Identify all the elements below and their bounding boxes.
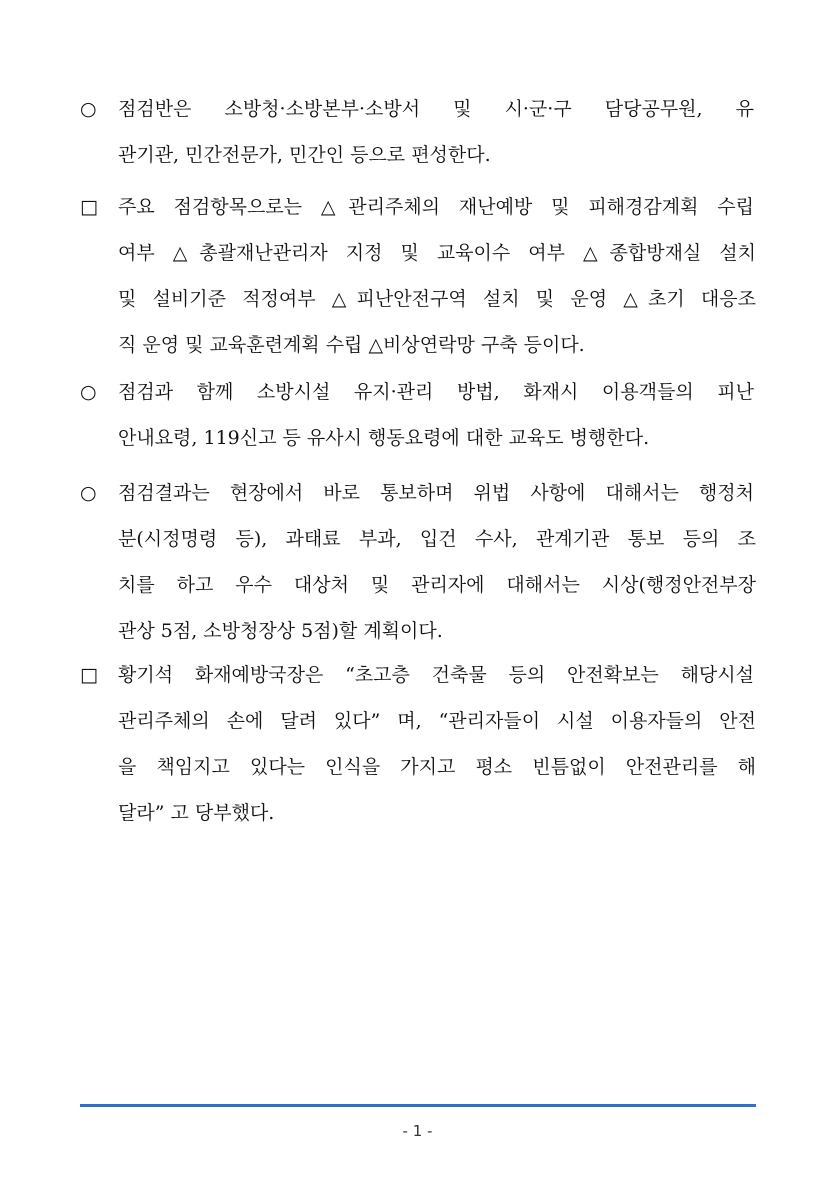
line-text: 치를 하고 우수 대상처 및 관리자에 대해서는 시상(행정안전부장 (118, 574, 756, 596)
line-text: 황기석 화재예방국장은 “초고층 건축물 등의 안전확보는 해당시설 (118, 664, 754, 686)
line-text: 관상 5점, 소방청장상 5점)할 계획이다. (118, 620, 443, 642)
paragraph-1 (80, 86, 756, 178)
paragraph-line (118, 132, 756, 178)
paragraph-line (118, 516, 756, 562)
line-text: 관리주체의 손에 달려 있다” 며, “관리자들이 시설 이용자들의 안전 (118, 710, 756, 732)
paragraph-line (118, 562, 756, 608)
paragraph-line (80, 369, 756, 415)
line-text: 을 책임지고 있다는 인식을 가지고 평소 빈틈없이 안전관리를 해 (118, 756, 756, 778)
paragraph-3 (80, 369, 756, 461)
paragraph-line (118, 744, 756, 790)
square-bullet-icon: □ (80, 664, 98, 686)
footer-divider (80, 1104, 756, 1107)
page-number: - 1 - (402, 1122, 433, 1140)
paragraph-line (118, 790, 756, 836)
line-text: 주요 점검항목으로는 △관리주체의 재난예방 및 피해경감계획 수립 (118, 196, 754, 218)
line-text: 분(시정명령 등), 과태료 부과, 입건 수사, 관계기관 통보 등의 조 (118, 528, 756, 550)
paragraph-line (118, 230, 756, 276)
paragraph-line (118, 608, 756, 654)
paragraph-line (80, 86, 756, 132)
line-text: 여부 △총괄재난관리자 지정 및 교육이수 여부 △종합방재실 설치 (118, 242, 756, 264)
paragraph-line (80, 652, 756, 698)
line-text: 점검반은 소방청·소방본부·소방서 및 시·군·구 담당공무원, 유 (118, 98, 754, 120)
square-bullet-icon: □ (80, 196, 98, 218)
line-text: 점검과 함께 소방시설 유지·관리 방법, 화재시 이용객들의 피난 (118, 381, 754, 403)
circle-bullet-icon: ○ (80, 381, 97, 403)
paragraph-line (118, 322, 756, 368)
line-text: 및 설비기준 적정여부 △피난안전구역 설치 및 운영 △초기 대응조 (118, 288, 756, 310)
paragraph-2 (80, 184, 756, 368)
line-text: 달라” 고 당부했다. (118, 802, 275, 824)
line-text: 안내요령, 119신고 등 유사시 행동요령에 대한 교육도 병행한다. (118, 427, 650, 449)
paragraph-5 (80, 652, 756, 836)
paragraph-line (80, 470, 756, 516)
paragraph-line (118, 415, 756, 461)
paragraph-line (118, 276, 756, 322)
line-text: 직 운영 및 교육훈련계획 수립 △비상연락망 구축 등이다. (118, 334, 585, 356)
line-text: 점검결과는 현장에서 바로 통보하며 위법 사항에 대해서는 행정처 (118, 482, 754, 504)
line-text: 관기관, 민간전문가, 민간인 등으로 편성한다. (118, 144, 491, 166)
paragraph-line (118, 698, 756, 744)
circle-bullet-icon: ○ (80, 98, 97, 120)
paragraph-4 (80, 470, 756, 654)
circle-bullet-icon: ○ (80, 482, 97, 504)
paragraph-line (80, 184, 756, 230)
